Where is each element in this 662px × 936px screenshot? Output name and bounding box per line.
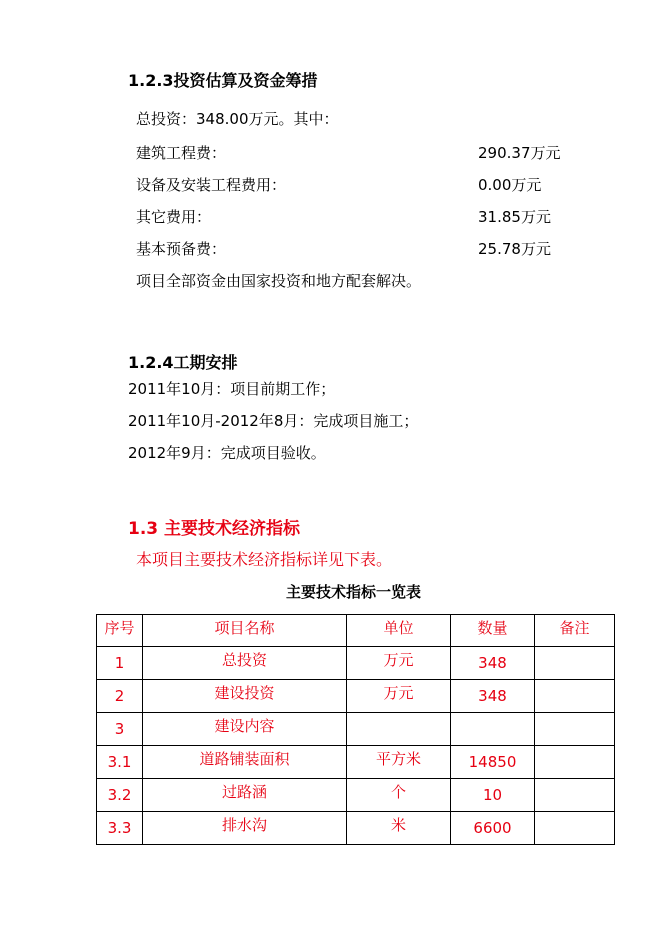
cell-item: 总投资	[143, 647, 347, 680]
cell-quantity: 6600	[451, 812, 535, 845]
cell-index: 3.1	[97, 746, 143, 779]
cell-remark	[535, 713, 615, 746]
cost-label: 基本预备费：	[136, 240, 227, 258]
cell-remark	[535, 812, 615, 845]
cell-index: 3.3	[97, 812, 143, 845]
cell-quantity: 348	[451, 647, 535, 680]
table-row	[97, 713, 615, 746]
table-row	[97, 812, 615, 845]
schedule-line: 2011年10月：项目前期工作；	[128, 380, 336, 398]
section-123-title: 1.2.3投资估算及资金筹措	[128, 71, 318, 90]
cell-unit	[347, 713, 451, 746]
cell-index: 3.2	[97, 779, 143, 812]
cell-quantity: 14850	[451, 746, 535, 779]
section-124-title: 1.2.4工期安排	[128, 353, 238, 372]
cell-index: 2	[97, 680, 143, 713]
table-row	[97, 647, 615, 680]
cost-value: 290.37万元	[478, 144, 561, 162]
section-13-intro: 本项目主要技术经济指标详见下表。	[136, 550, 393, 569]
header-cell: 序号	[97, 615, 143, 647]
cell-unit: 万元	[347, 647, 451, 680]
cell-item: 过路涵	[143, 779, 347, 812]
header-cell: 数量	[451, 615, 535, 647]
cell-quantity	[451, 713, 535, 746]
section-13-title: 1.3 主要技术经济指标	[128, 519, 301, 539]
cell-remark	[535, 680, 615, 713]
cell-remark	[535, 779, 615, 812]
cost-label: 其它费用：	[136, 208, 212, 226]
cost-label: 设备及安装工程费用：	[136, 176, 287, 194]
header-cell: 备注	[535, 615, 615, 647]
cell-item: 建设内容	[143, 713, 347, 746]
cell-remark	[535, 647, 615, 680]
schedule-line: 2011年10月-2012年8月：完成项目施工；	[128, 412, 419, 430]
cost-value: 0.00万元	[478, 176, 542, 194]
schedule-line: 2012年9月：完成项目验收。	[128, 444, 326, 462]
cell-item: 建设投资	[143, 680, 347, 713]
cost-value: 25.78万元	[478, 240, 551, 258]
cell-item: 排水沟	[143, 812, 347, 845]
cell-quantity: 348	[451, 680, 535, 713]
cell-remark	[535, 746, 615, 779]
cost-value: 31.85万元	[478, 208, 551, 226]
cell-index: 1	[97, 647, 143, 680]
header-cell: 项目名称	[143, 615, 347, 647]
funding-note: 项目全部资金由国家投资和地方配套解决。	[136, 272, 422, 290]
total-investment: 总投资：348.00万元。其中：	[136, 110, 339, 128]
table-row	[97, 779, 615, 812]
cell-unit: 万元	[347, 680, 451, 713]
cell-unit: 米	[347, 812, 451, 845]
table-row	[97, 680, 615, 713]
cell-quantity: 10	[451, 779, 535, 812]
table-row	[97, 746, 615, 779]
tech-indicators-table	[96, 614, 615, 845]
header-cell: 单位	[347, 615, 451, 647]
cell-item: 道路铺装面积	[143, 746, 347, 779]
cell-unit: 平方米	[347, 746, 451, 779]
cell-unit: 个	[347, 779, 451, 812]
table-header-row	[97, 615, 615, 647]
cell-index: 3	[97, 713, 143, 746]
cost-label: 建筑工程费：	[136, 144, 227, 162]
table-caption: 主要技术指标一览表	[286, 583, 422, 601]
